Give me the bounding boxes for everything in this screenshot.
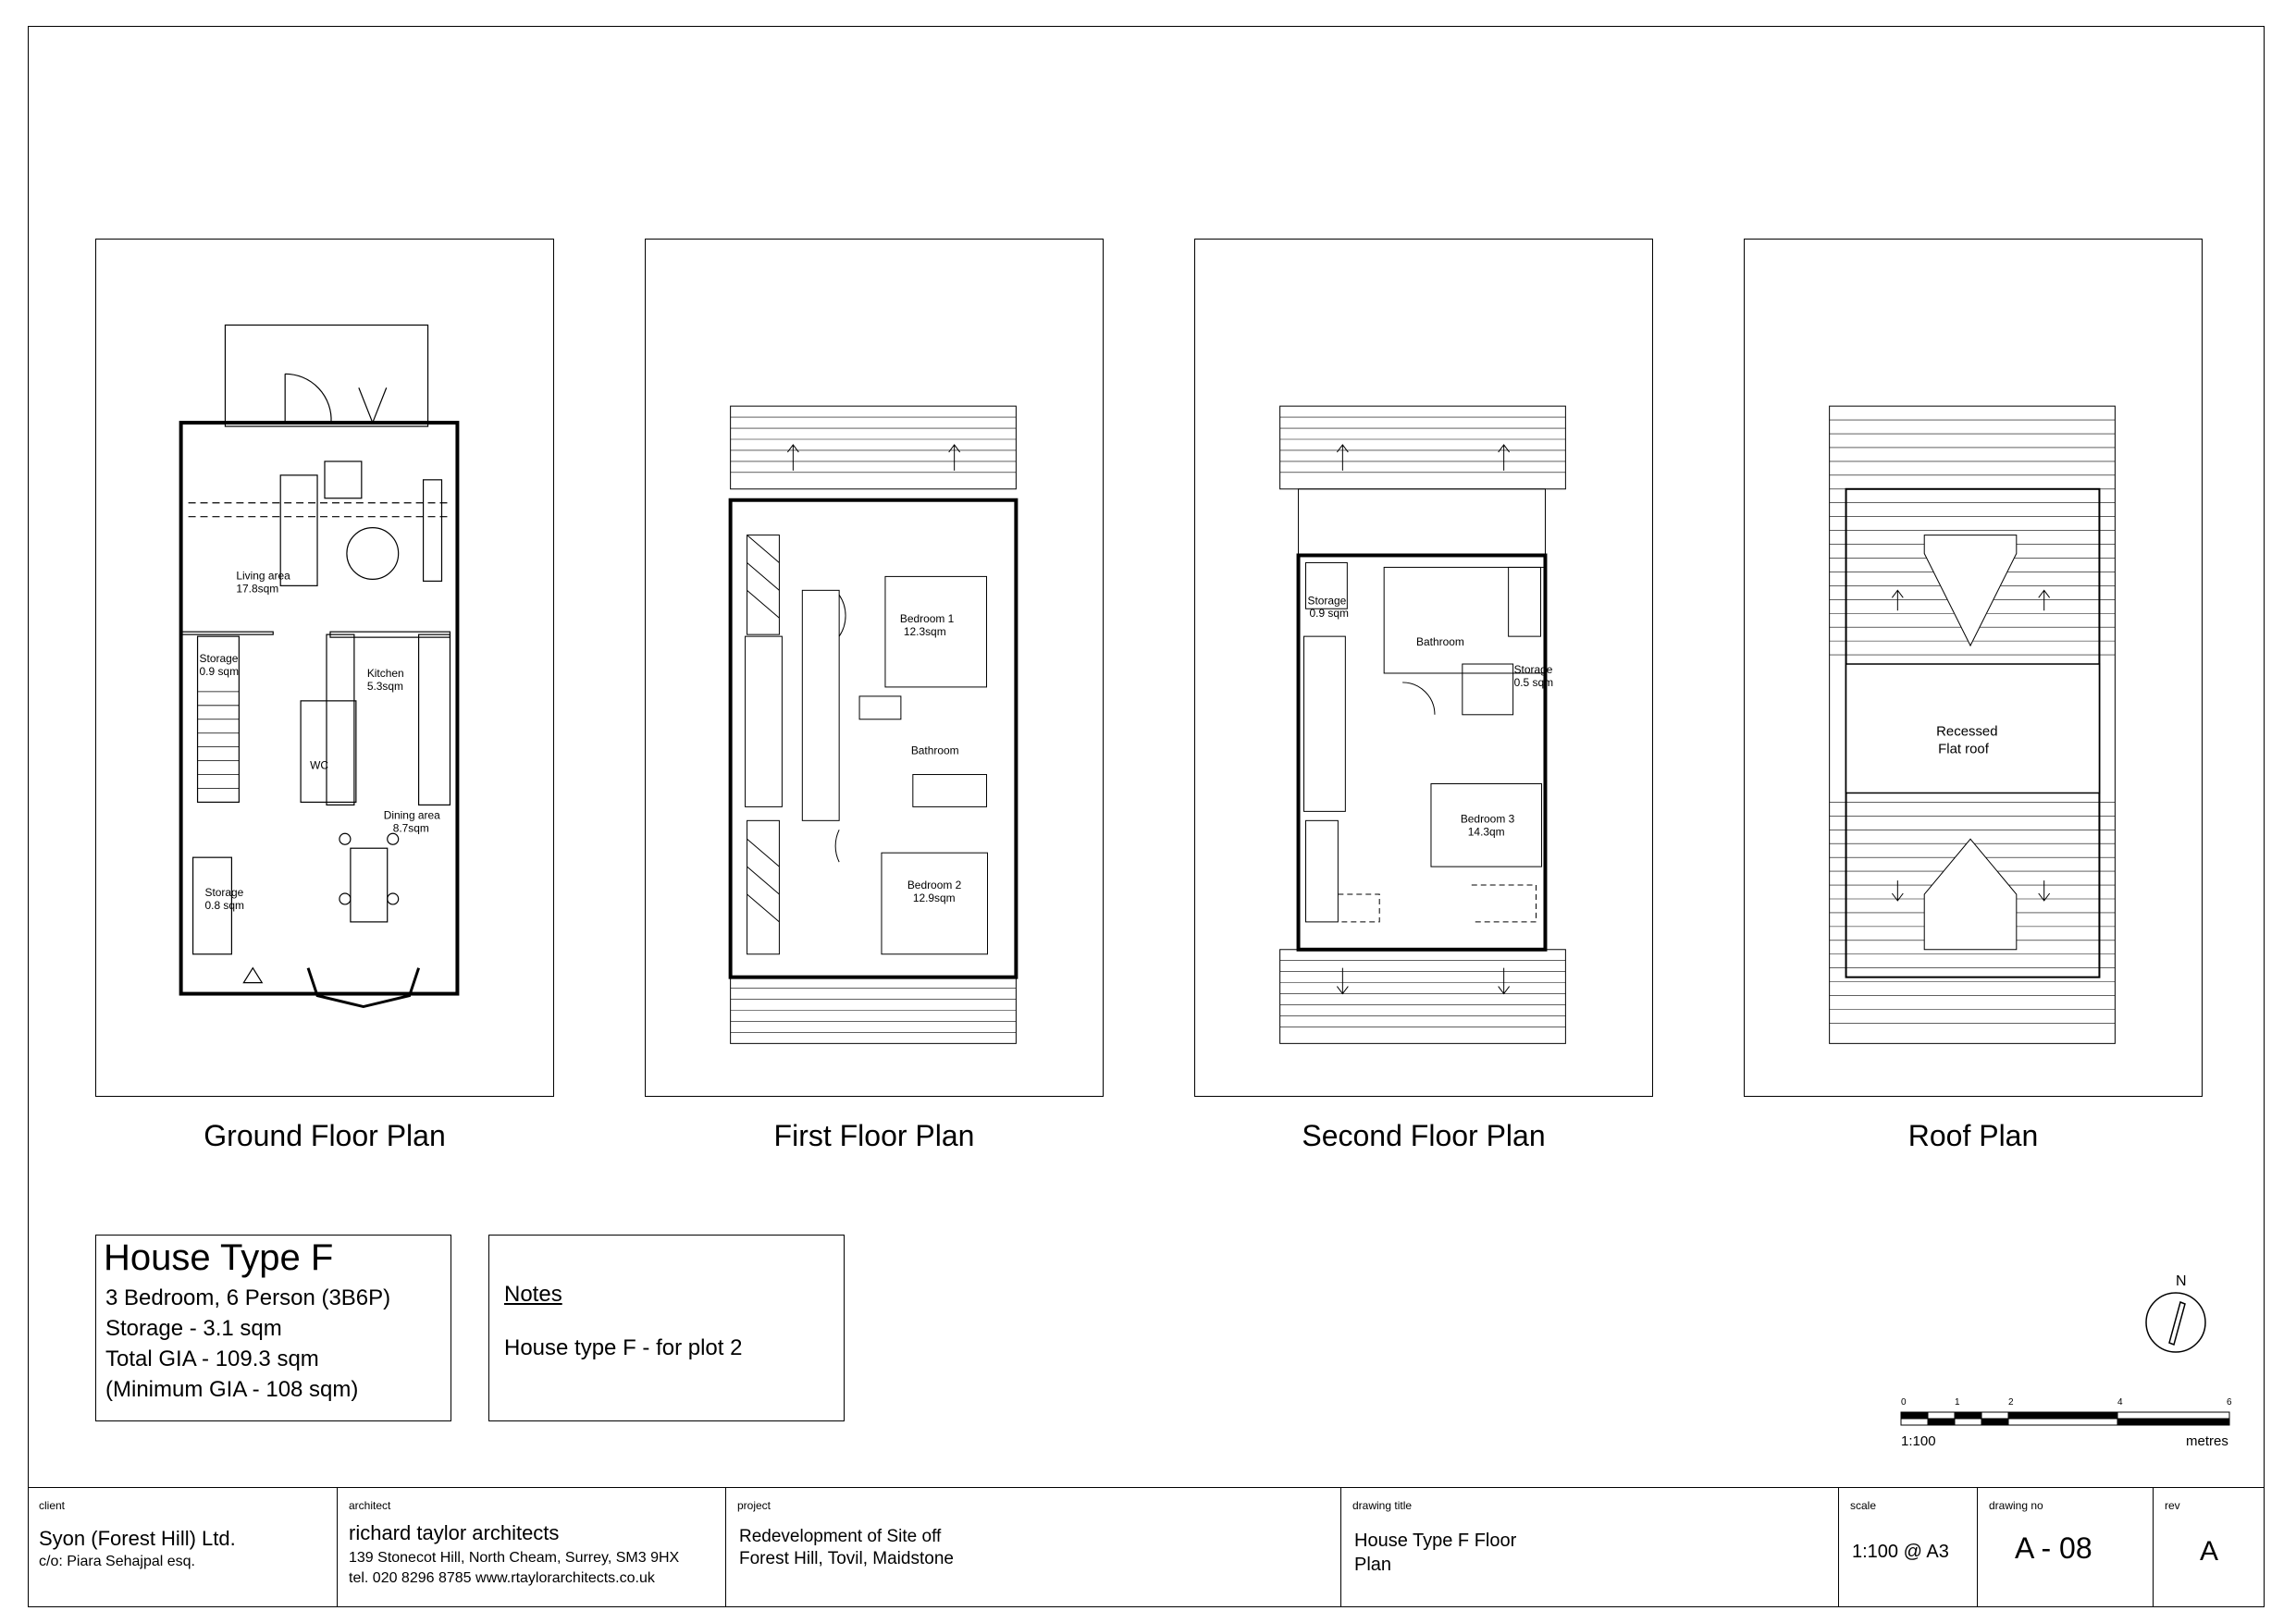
roof-plan-title: Roof Plan bbox=[1907, 1119, 2039, 1152]
house-type-line: Storage - 3.1 sqm bbox=[105, 1316, 282, 1341]
project-caption: project bbox=[737, 1499, 772, 1512]
dining-label: Dining area bbox=[383, 808, 440, 822]
bed3-label: Bedroom 3 bbox=[1460, 812, 1515, 826]
tb-client bbox=[28, 1488, 338, 1606]
house-type-title: House Type F bbox=[104, 1237, 334, 1278]
client-name: Syon (Forest Hill) Ltd. bbox=[39, 1527, 236, 1550]
first-floor-plan bbox=[645, 239, 1104, 1097]
sf-storage2-label: Storage bbox=[1513, 662, 1553, 676]
bed3-area: 14.3qm bbox=[1467, 825, 1505, 839]
tb-drawing-title bbox=[1341, 1488, 1839, 1606]
notes-text: House type F - for plot 2 bbox=[504, 1335, 743, 1360]
scale-bar bbox=[1892, 1392, 2253, 1457]
storage1-area: 0.9 sqm bbox=[199, 664, 240, 678]
second-floor-title: Second Floor Plan bbox=[1302, 1119, 1546, 1152]
scale-ratio: 1:100 bbox=[1901, 1433, 1936, 1449]
scale-unit: metres bbox=[2186, 1433, 2228, 1449]
tb-drawing-no bbox=[1978, 1488, 2154, 1606]
drawing-title-2: Plan bbox=[1354, 1555, 1392, 1575]
tb-scale bbox=[1839, 1488, 1978, 1606]
dining-area: 8.7sqm bbox=[392, 821, 429, 835]
house-type-line: Total GIA - 109.3 sqm bbox=[105, 1346, 319, 1371]
client-caption: client bbox=[39, 1499, 66, 1512]
scale-tick: 4 bbox=[2117, 1397, 2123, 1408]
notes-heading: Notes bbox=[504, 1282, 562, 1307]
bed1-label: Bedroom 1 bbox=[899, 612, 955, 626]
drawing-no-caption: drawing no bbox=[1989, 1499, 2043, 1512]
roof-label-1: Recessed bbox=[1936, 723, 1998, 740]
scale-tick: 1 bbox=[1955, 1397, 1960, 1408]
roof-label-2: Flat roof bbox=[1938, 741, 1989, 757]
rev-value: A bbox=[2200, 1536, 2219, 1567]
sf-storage2-area: 0.5 sqm bbox=[1513, 675, 1554, 689]
ff-bath-label: Bathroom bbox=[910, 744, 959, 757]
scale-tick: 2 bbox=[2008, 1397, 2014, 1408]
tb-project bbox=[726, 1488, 1341, 1606]
scale-tick: 6 bbox=[2227, 1397, 2232, 1408]
architect-tel: tel. 020 8296 8785 www.rtaylorarchitects.co.uk bbox=[349, 1570, 655, 1586]
sf-bath-label: Bathroom bbox=[1416, 635, 1464, 649]
storage2-label: Storage bbox=[204, 886, 244, 899]
ground-floor-plan bbox=[95, 239, 554, 1097]
bed2-label: Bedroom 2 bbox=[907, 879, 962, 892]
house-type-line: (Minimum GIA - 108 sqm) bbox=[105, 1377, 359, 1402]
living-label: Living area bbox=[236, 569, 290, 583]
storage2-area: 0.8 sqm bbox=[204, 898, 244, 912]
scale-caption: scale bbox=[1850, 1499, 1877, 1512]
bed2-area: 12.9sqm bbox=[912, 891, 956, 904]
architect-caption: architect bbox=[349, 1499, 391, 1512]
project-line-1: Redevelopment of Site off bbox=[739, 1527, 942, 1546]
drawing-title-1: House Type F Floor bbox=[1354, 1531, 1517, 1551]
north-arrow-icon bbox=[2137, 1267, 2220, 1359]
first-floor-title: First Floor Plan bbox=[773, 1119, 975, 1152]
house-type-box bbox=[95, 1235, 451, 1421]
ground-floor-title: Ground Floor Plan bbox=[204, 1119, 446, 1152]
architect-address: 139 Stonecot Hill, North Cheam, Surrey, SM3 9HX bbox=[349, 1550, 680, 1566]
scale-value: 1:100 @ A3 bbox=[1852, 1542, 1949, 1562]
project-line-2: Forest Hill, Tovil, Maidstone bbox=[739, 1549, 954, 1568]
architect-name: richard taylor architects bbox=[349, 1521, 560, 1544]
drawing-title-caption: drawing title bbox=[1352, 1499, 1413, 1512]
roof-plan bbox=[1744, 239, 2203, 1097]
tb-architect bbox=[338, 1488, 726, 1606]
storage1-label: Storage bbox=[199, 652, 239, 666]
kitchen-label: Kitchen bbox=[366, 666, 404, 680]
house-type-line: 3 Bedroom, 6 Person (3B6P) bbox=[105, 1285, 391, 1310]
sf-storage1-area: 0.9 sqm bbox=[1309, 607, 1349, 621]
sf-storage1-label: Storage bbox=[1307, 594, 1347, 608]
north-label: N bbox=[2176, 1273, 2187, 1289]
second-floor-plan bbox=[1194, 239, 1653, 1097]
kitchen-area: 5.3sqm bbox=[366, 679, 403, 693]
scale-tick: 0 bbox=[1901, 1397, 1907, 1408]
bed1-area: 12.3sqm bbox=[903, 625, 946, 639]
tb-rev bbox=[2154, 1488, 2263, 1606]
client-sub: c/o: Piara Sehajpal esq. bbox=[39, 1554, 195, 1569]
drawing-no: A - 08 bbox=[2015, 1531, 2092, 1565]
living-area: 17.8sqm bbox=[236, 582, 279, 596]
wc-label: WC bbox=[310, 758, 328, 772]
rev-caption: rev bbox=[2165, 1499, 2180, 1512]
title-block bbox=[28, 1487, 2265, 1607]
notes-box bbox=[488, 1235, 845, 1421]
